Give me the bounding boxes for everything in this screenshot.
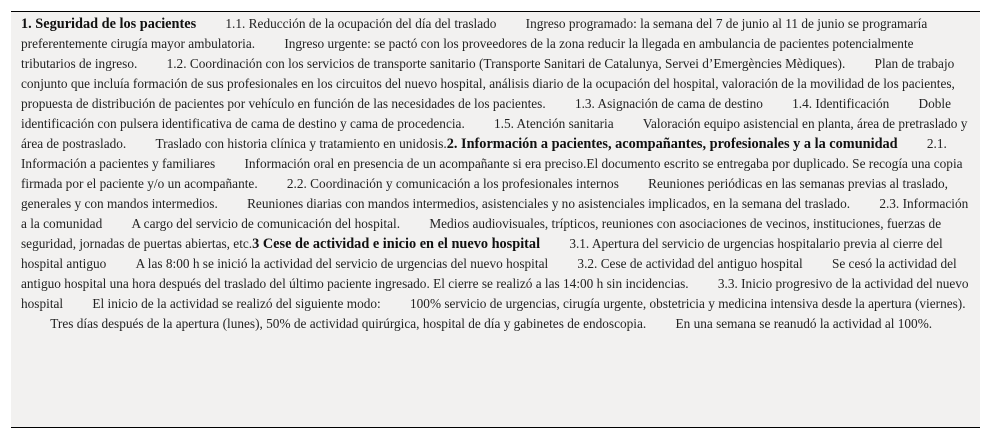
item-1-2-a: Plan de trabajo conjunto que incluía formación de sus profesionales en los circuitos del nuevo hospital, análisis diario de la ocupación del hospital, valoración de la movilidad de los pacientes, propuesta de distribución de pacientes por vehículo en función de las necesidades de los pacientes. xyxy=(21,56,955,111)
subsection-3-1-title: 3.1. Apertura del servicio de urgencias hospitalario previa al cierre del hospital antiguo xyxy=(21,236,943,271)
item-3-3-c: Tres días después de la apertura (lunes), 50% de actividad quirúrgica, hospital de día y gabinetes de endoscopia. xyxy=(50,316,647,331)
item-3-1-a: A las 8:00 h se inició la actividad del servicio de urgencias del nuevo hospital xyxy=(135,256,549,271)
subsection-1-1-title: 1.1. Reducción de la ocupación del día del traslado xyxy=(225,16,497,31)
item-2-2-b: Reuniones diarias con mandos intermedios, asistenciales y no asistenciales implicados, en la semana del traslado. xyxy=(247,196,851,211)
item-2-3-b: Medios audiovisuales, trípticos, reuniones con asociaciones de vecinos, instituciones, fuerzas de seguridad, jornadas de puertas abiertas, etc. xyxy=(21,216,942,251)
item-3-3-a: El inicio de la actividad se realizó del siguiente modo: xyxy=(92,296,381,311)
section-2-title: 2. Información a pacientes, acompañantes, profesionales y a la comunidad xyxy=(446,136,898,152)
table-cell xyxy=(11,12,980,334)
subsection-3-3-title: 3.3. Inicio progresivo de la actividad del nuevo hospital xyxy=(21,276,969,311)
item-1-5-a: Valoración equipo asistencial en planta, área de pretraslado y área de postraslado. xyxy=(21,116,968,151)
item-2-2-a: Reuniones periódicas en las semanas previas al traslado, generales y con mandos intermedios. xyxy=(21,176,948,211)
section-3-title: 3 Cese de actividad e inicio en el nuevo hospital xyxy=(252,236,541,252)
subsection-2-2-title: 2.2. Coordinación y comunicación a los profesionales internos xyxy=(286,176,619,191)
table-container xyxy=(11,11,980,428)
item-1-5-b: Traslado con historia clínica y tratamiento en unidosis. xyxy=(155,136,447,151)
subsection-2-1-title: 2.1. Información a pacientes y familiares xyxy=(21,136,947,171)
subsection-2-3-title: 2.3. Información a la comunidad xyxy=(21,196,969,231)
item-1-1-b: Ingreso urgente: se pactó con los proveedores de la zona reducir la llegada en ambulancia de pacientes potencialmente tributarios de ingreso. xyxy=(21,36,914,71)
subsection-1-5-title: 1.5. Atención sanitaria xyxy=(494,116,614,131)
item-2-3-a: A cargo del servicio de comunicación del hospital. xyxy=(131,216,401,231)
section-1-title: 1. Seguridad de los pacientes xyxy=(21,16,197,32)
subsection-1-3-title: 1.3. Asignación de cama de destino xyxy=(574,96,763,111)
item-3-3-d: En una semana se reanudó la actividad al 100%. xyxy=(675,316,933,331)
item-1-4-a: Doble identificación con pulsera identificativa de cama de destino y cama de procedencia. xyxy=(21,96,952,131)
item-3-3-b: 100% servicio de urgencias, cirugía urgente, obstetricia y medicina intensiva desde la apertura (viernes). xyxy=(410,296,966,311)
item-3-2-a: Se cesó la actividad del antiguo hospital una hora después del traslado del último paciente ingresado. El cierre se realizó a las 14:00 h sin incidencias. xyxy=(21,256,957,291)
item-2-1-a: Información oral en presencia de un acompañante si era preciso.El documento escrito se entregaba por duplicado. Se recogía una copia firmada por el paciente y/o un acompañante. xyxy=(21,156,963,191)
subsection-3-2-title: 3.2. Cese de actividad del antiguo hospital xyxy=(577,256,803,271)
subsection-1-2-title: 1.2. Coordinación con los servicios de transporte sanitario (Transporte Sanitari de Catalunya, Servei d’Emergències Mèdiques). xyxy=(166,56,846,71)
item-1-1-a: Ingreso programado: la semana del 7 de junio al 11 de junio se programaría preferentemente cirugía mayor ambulatoria. xyxy=(21,16,928,51)
subsection-1-4-title: 1.4. Identificación xyxy=(792,96,890,111)
